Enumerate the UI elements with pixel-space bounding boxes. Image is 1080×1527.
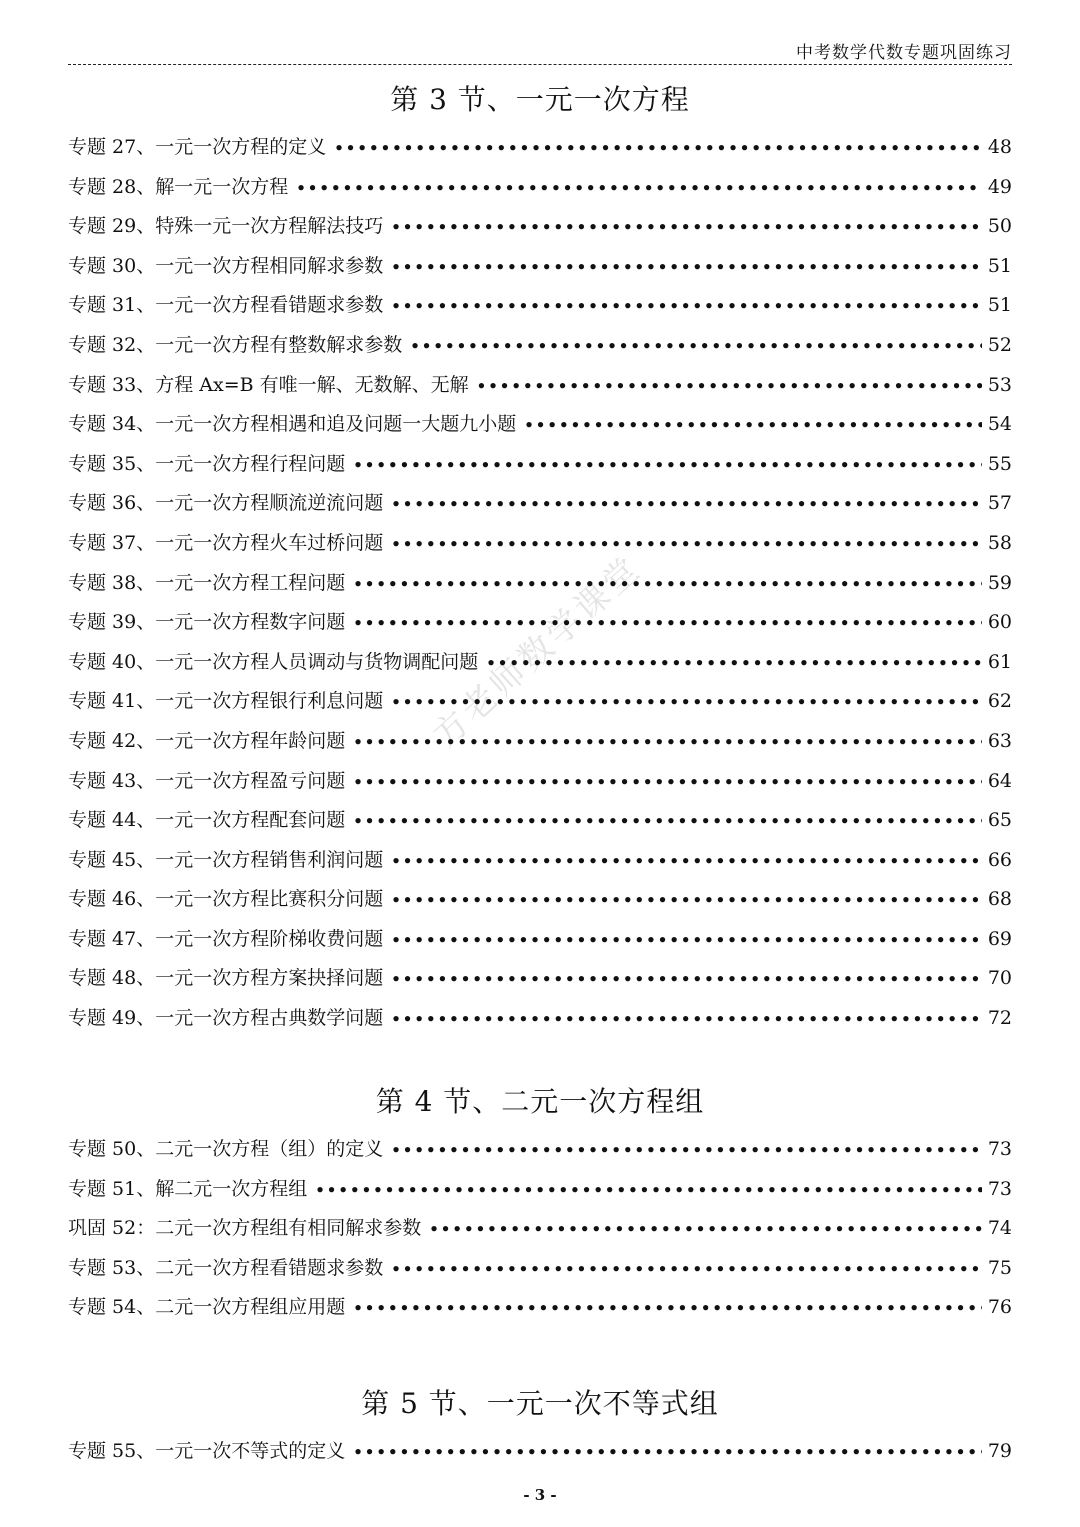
section-3-one-variable-linear-equation: [68, 80, 1012, 1043]
section-title: 第 3 节、一元一次方程: [390, 83, 690, 116]
toc-entry-label: 专题 46、一元一次方程比赛积分问题: [68, 888, 384, 911]
toc-entry-label: 专题 28、解一元一次方程: [68, 175, 289, 198]
toc-entry-page-number: 74: [987, 1217, 1012, 1240]
toc-entry-label: 专题 49、一元一次方程古典数学问题: [68, 1007, 384, 1030]
section-title: 第 4 节、二元一次方程组: [375, 1085, 705, 1118]
toc-entry-label: 专题 35、一元一次方程行程问题: [68, 452, 346, 475]
toc-entry[interactable]: [68, 766, 1012, 806]
dot-leader: [391, 535, 982, 553]
toc-entry-label: 专题 55、一元一次不等式的定义: [68, 1440, 346, 1462]
toc-entry-page-number: 52: [987, 333, 1012, 356]
watermark-text: 方老师数学课堂: [425, 547, 650, 756]
toc-entry-page-number: 54: [987, 413, 1012, 436]
toc-entry-label: 专题 41、一元一次方程银行利息问题: [68, 690, 384, 713]
toc-entry[interactable]: [68, 1253, 1012, 1293]
toc-entry[interactable]: [68, 845, 1012, 885]
header-divider: [68, 64, 1012, 65]
toc-entry-label: 专题 40、一元一次方程人员调动与货物调配问题: [68, 650, 479, 673]
toc-entry[interactable]: [68, 726, 1012, 766]
toc-entry-label: 专题 51、解二元一次方程组: [68, 1177, 308, 1200]
toc-entry-page-number: 64: [987, 769, 1012, 792]
toc-entry-page-number: 61: [987, 650, 1012, 673]
dot-leader: [353, 1443, 982, 1461]
toc-entry-page-number: 51: [987, 294, 1012, 317]
toc-entry-label: 专题 54、二元一次方程组应用题: [68, 1296, 346, 1319]
toc-entry-page-number: 73: [987, 1177, 1012, 1200]
dot-leader: [391, 931, 982, 949]
toc-entry-label: 专题 44、一元一次方程配套问题: [68, 809, 346, 832]
dot-leader: [334, 139, 982, 157]
dot-leader: [353, 614, 982, 632]
toc-entry[interactable]: [68, 884, 1012, 924]
toc-entry[interactable]: [68, 330, 1012, 370]
toc-entry-page-number: 58: [987, 531, 1012, 554]
toc-entry[interactable]: [68, 251, 1012, 291]
toc-entry-page-number: 65: [987, 809, 1012, 832]
toc-entry-label: 专题 38、一元一次方程工程问题: [68, 571, 346, 594]
toc-entry-page-number: 75: [987, 1256, 1012, 1279]
dot-leader: [353, 733, 982, 751]
toc-entry-page-number: 48: [987, 136, 1012, 158]
toc-entry-page-number: 55: [987, 452, 1012, 475]
toc-entry-label: 专题 31、一元一次方程看错题求参数: [68, 294, 384, 317]
toc-entry[interactable]: [68, 1134, 1012, 1174]
toc-entry-page-number: 76: [987, 1296, 1012, 1319]
toc-entry[interactable]: [68, 1174, 1012, 1214]
dot-leader: [477, 377, 982, 395]
toc-entry[interactable]: [68, 607, 1012, 647]
toc-entry[interactable]: [68, 924, 1012, 964]
dot-leader: [391, 258, 982, 276]
toc-entry[interactable]: [68, 488, 1012, 528]
toc-entry[interactable]: [68, 568, 1012, 608]
dot-leader: [391, 891, 982, 909]
toc-entry-page-number: 73: [987, 1138, 1012, 1160]
toc-entry-label: 专题 33、方程 Ax=B 有唯一解、无数解、无解: [68, 373, 469, 396]
toc-entry[interactable]: [68, 409, 1012, 449]
toc-entry[interactable]: [68, 370, 1012, 410]
toc-entry[interactable]: [68, 132, 1012, 172]
toc-entry[interactable]: [68, 686, 1012, 726]
dot-leader: [391, 693, 982, 711]
dot-leader: [391, 1010, 982, 1028]
toc-entry-page-number: 68: [987, 888, 1012, 911]
toc-entry[interactable]: [68, 290, 1012, 330]
dot-leader: [391, 1260, 982, 1278]
toc-entry[interactable]: [68, 528, 1012, 568]
toc-entry-label: 巩固 52：二元一次方程组有相同解求参数: [68, 1217, 422, 1240]
toc-entry[interactable]: [68, 963, 1012, 1003]
toc-entry-label: 专题 43、一元一次方程盈亏问题: [68, 769, 346, 792]
toc-entry-page-number: 63: [987, 729, 1012, 752]
toc-entry[interactable]: [68, 172, 1012, 212]
toc-entry-label: 专题 42、一元一次方程年龄问题: [68, 729, 346, 752]
toc-list: [68, 1134, 1012, 1332]
toc-list: [68, 1436, 1012, 1476]
toc-entry-label: 专题 36、一元一次方程顺流逆流问题: [68, 492, 384, 515]
toc-entry-page-number: 62: [987, 690, 1012, 713]
toc-entry-page-number: 70: [987, 967, 1012, 990]
toc-entry[interactable]: [68, 805, 1012, 845]
toc-entry-page-number: 69: [987, 927, 1012, 950]
toc-entry-page-number: 66: [987, 848, 1012, 871]
toc-entry-label: 专题 27、一元一次方程的定义: [68, 136, 327, 158]
dot-leader: [296, 179, 982, 197]
toc-entry-page-number: 59: [987, 571, 1012, 594]
dot-leader: [353, 1299, 982, 1317]
toc-entry-label: 专题 37、一元一次方程火车过桥问题: [68, 531, 384, 554]
toc-entry-page-number: 53: [987, 373, 1012, 396]
dot-leader: [391, 1141, 982, 1159]
toc-entry-label: 专题 39、一元一次方程数字问题: [68, 611, 346, 634]
dot-leader: [391, 297, 982, 315]
toc-entry[interactable]: [68, 449, 1012, 489]
dot-leader: [353, 575, 982, 593]
toc-entry-page-number: 72: [987, 1007, 1012, 1030]
running-header-title: 中考数学代数专题巩固练习: [796, 43, 1012, 63]
dot-leader: [353, 773, 982, 791]
toc-entry[interactable]: [68, 647, 1012, 687]
dot-leader: [410, 337, 982, 355]
toc-entry-page-number: 57: [987, 492, 1012, 515]
dot-leader: [353, 812, 982, 830]
dot-leader: [524, 416, 982, 434]
dot-leader: [429, 1220, 982, 1238]
toc-entry-label: 专题 47、一元一次方程阶梯收费问题: [68, 927, 384, 950]
toc-entry-page-number: 50: [987, 215, 1012, 238]
dot-leader: [391, 218, 982, 236]
toc-entry-label: 专题 53、二元一次方程看错题求参数: [68, 1256, 384, 1279]
section-5-linear-inequality-system: [68, 1384, 1012, 1476]
dot-leader: [486, 654, 982, 672]
page-number: - 3 -: [523, 1486, 557, 1504]
dot-leader: [353, 456, 982, 474]
toc-entry-label: 专题 30、一元一次方程相同解求参数: [68, 254, 384, 277]
toc-entry-page-number: 79: [987, 1440, 1012, 1462]
toc-entry-page-number: 49: [987, 175, 1012, 198]
toc-entry[interactable]: [68, 1436, 1012, 1476]
dot-leader: [391, 970, 982, 988]
toc-entry[interactable]: [68, 211, 1012, 251]
dot-leader: [315, 1181, 982, 1199]
toc-entry[interactable]: [68, 1213, 1012, 1253]
toc-entry-label: 专题 50、二元一次方程（组）的定义: [68, 1138, 384, 1160]
dot-leader: [391, 495, 982, 513]
toc-entry-page-number: 51: [987, 254, 1012, 277]
toc-list: [68, 132, 1012, 1043]
toc-entry[interactable]: [68, 1292, 1012, 1332]
dot-leader: [391, 852, 982, 870]
toc-entry-label: 专题 29、特殊一元一次方程解法技巧: [68, 215, 384, 238]
toc-entry[interactable]: [68, 1003, 1012, 1043]
toc-entry-page-number: 60: [987, 611, 1012, 634]
toc-entry-label: 专题 32、一元一次方程有整数解求参数: [68, 333, 403, 356]
section-title: 第 5 节、一元一次不等式组: [361, 1387, 719, 1420]
section-4-linear-equation-system: [68, 1082, 1012, 1332]
toc-entry-label: 专题 45、一元一次方程销售利润问题: [68, 848, 384, 871]
toc-entry-label: 专题 48、一元一次方程方案抉择问题: [68, 967, 384, 990]
toc-entry-label: 专题 34、一元一次方程相遇和追及问题一大题九小题: [68, 413, 517, 436]
